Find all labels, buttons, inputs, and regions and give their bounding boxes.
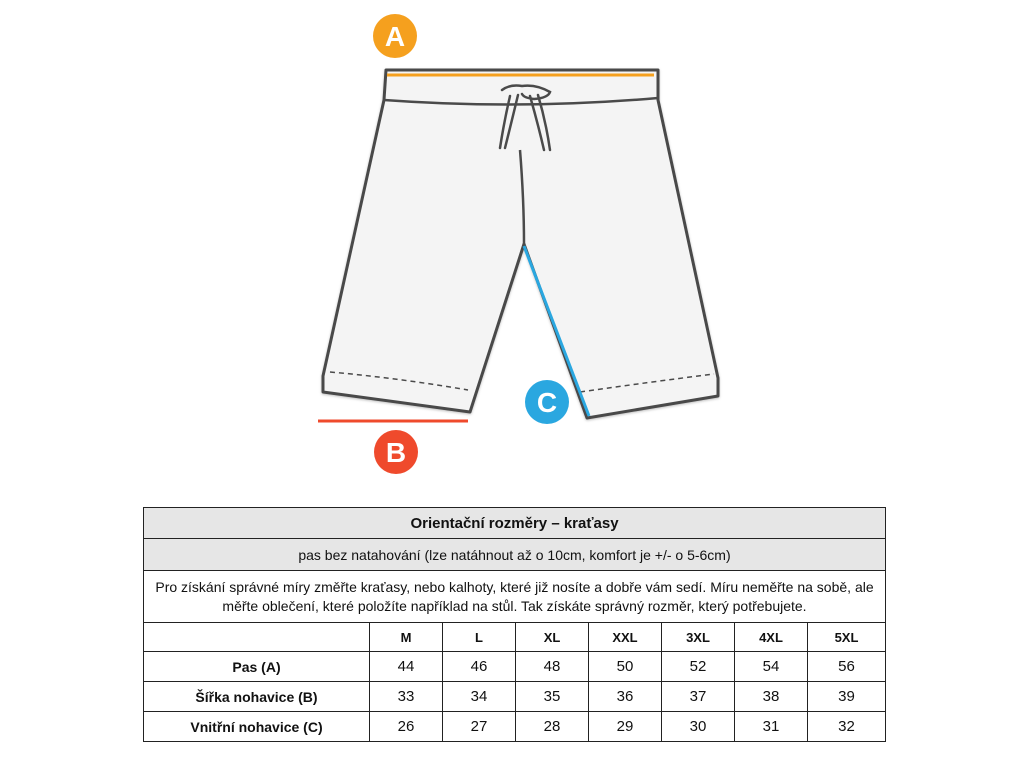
cell-value: 54 xyxy=(735,652,808,682)
cell-value: 37 xyxy=(662,682,735,712)
header-corner xyxy=(144,623,370,652)
svg-text:C: C xyxy=(536,387,558,418)
row-label: Šířka nohavice (B) xyxy=(144,682,370,712)
table-row xyxy=(144,652,886,682)
shorts-body xyxy=(323,70,718,418)
table-note: pas bez natahování (lze natáhnout až o 10cm, komfort je +/- o 5-6cm) xyxy=(144,539,886,571)
cell-value: 30 xyxy=(662,712,735,742)
cell-value: 36 xyxy=(589,682,662,712)
table-instructions: Pro získání správné míry změřte kraťasy, nebo kalhoty, které již nosíte a dobře vám sedí. Míru neměřte na sobě, ale měřte oblečení, které položíte například na stůl. Tak získáte správný rozměr, který potřebujete. xyxy=(144,571,886,623)
svg-text:A: A xyxy=(384,21,406,52)
size-header: 5XL xyxy=(808,623,886,652)
size-header: XXL xyxy=(589,623,662,652)
svg-text:B: B xyxy=(385,437,407,468)
cell-value: 52 xyxy=(662,652,735,682)
cell-value: 26 xyxy=(370,712,443,742)
table-title: Orientační rozměry – kraťasy xyxy=(144,508,886,539)
size-header: 3XL xyxy=(662,623,735,652)
marker-c xyxy=(525,380,569,424)
cell-value: 33 xyxy=(370,682,443,712)
size-header: 4XL xyxy=(735,623,808,652)
cell-value: 46 xyxy=(443,652,516,682)
table-row xyxy=(144,712,886,742)
cell-value: 35 xyxy=(516,682,589,712)
size-header: XL xyxy=(516,623,589,652)
cell-value: 27 xyxy=(443,712,516,742)
size-header: L xyxy=(443,623,516,652)
row-label: Pas (A) xyxy=(144,652,370,682)
cell-value: 38 xyxy=(735,682,808,712)
cell-value: 34 xyxy=(443,682,516,712)
size-table xyxy=(143,507,886,742)
cell-value: 31 xyxy=(735,712,808,742)
cell-value: 29 xyxy=(589,712,662,742)
cell-value: 28 xyxy=(516,712,589,742)
table-row xyxy=(144,682,886,712)
cell-value: 44 xyxy=(370,652,443,682)
cell-value: 48 xyxy=(516,652,589,682)
marker-b xyxy=(374,430,418,474)
size-header: M xyxy=(370,623,443,652)
marker-a xyxy=(373,14,417,58)
cell-value: 56 xyxy=(808,652,886,682)
cell-value: 50 xyxy=(589,652,662,682)
cell-value: 39 xyxy=(808,682,886,712)
size-header-row xyxy=(144,623,886,652)
row-label: Vnitřní nohavice (C) xyxy=(144,712,370,742)
cell-value: 32 xyxy=(808,712,886,742)
